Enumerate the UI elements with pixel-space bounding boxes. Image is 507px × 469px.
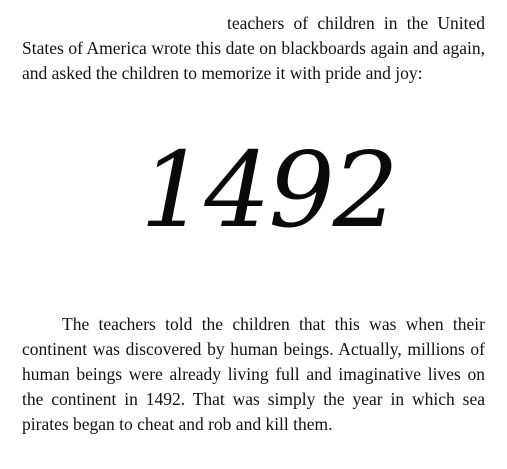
paragraph-bottom: The teachers told the children that this was when their continent was discovered by human beings. Actually, millions of human beings were already living full and imaginative lives on the continent in 1492. That was simply the year in which sea pirates began to cheat and rob and kill them. — [22, 314, 485, 434]
handwritten-date: 1492 — [140, 129, 397, 251]
paragraph-top: teachers of children in the United States of America wrote this date on blackboards again and again, and asked the children to memorize it with pride and joy: — [22, 13, 485, 83]
